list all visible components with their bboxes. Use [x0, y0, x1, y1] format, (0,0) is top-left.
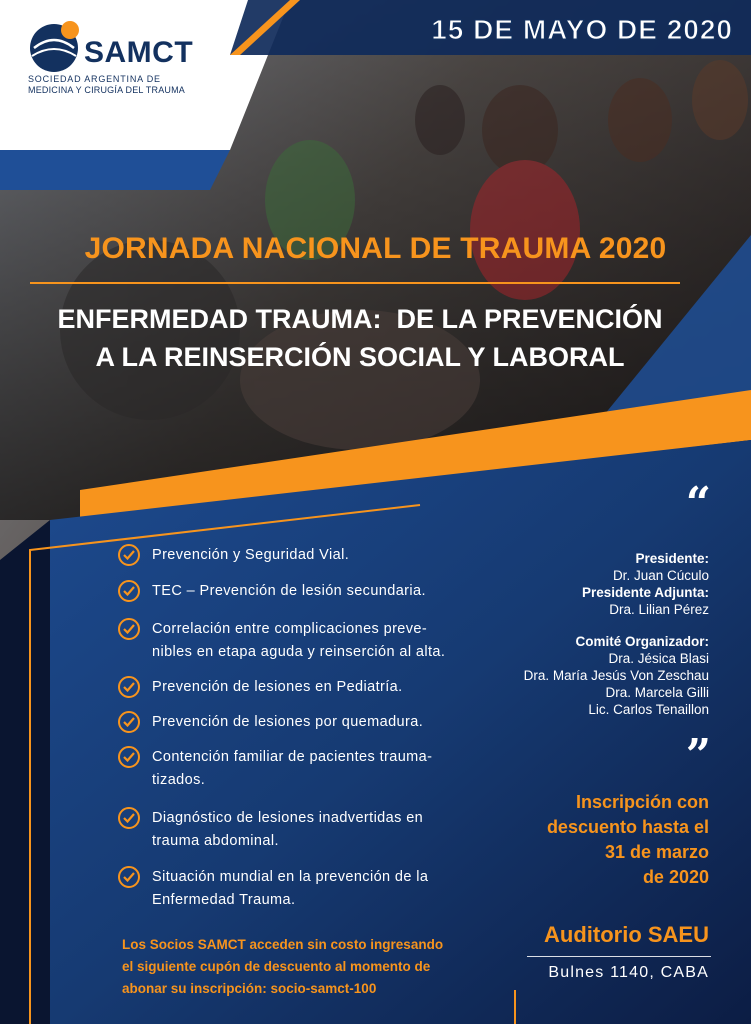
president-label: Presidente: [635, 551, 709, 566]
committee-member: Dra. Jésica Blasi [608, 651, 709, 666]
members-note-line-3: abonar su inscripción: socio-samct-100 [122, 981, 377, 996]
registration-line-2: descuento hasta el [546, 817, 709, 837]
check-icon [118, 676, 140, 698]
committee-member: Dra. María Jesús Von Zeschau [523, 668, 709, 683]
topic-line-1: TEC – Prevención de lesión secundaria. [152, 583, 426, 599]
committee-member: Dra. Marcela Gilli [605, 685, 709, 700]
check-icon [118, 618, 140, 640]
registration-line-1: Inscripción con [575, 792, 709, 812]
event-title: JORNADA NACIONAL DE TRAUMA 2020 [84, 232, 667, 265]
vice-president-label: Presidente Adjunta: [581, 585, 709, 600]
topic-line-1: Prevención de lesiones por quemadura. [152, 714, 424, 730]
organizers-block [449, 550, 709, 718]
registration-line-3: 31 de marzo [604, 842, 709, 862]
committee-member: Lic. Carlos Tenaillon [588, 702, 709, 717]
president-name: Dr. Juan Cúculo [612, 568, 709, 583]
topic-line-2: nibles en etapa aguda y reinserción al alta. [152, 644, 446, 660]
logo-name: SAMCT [84, 36, 194, 69]
check-icon [118, 580, 140, 602]
vice-president-name: Dra. Lilian Pérez [609, 602, 709, 617]
members-note-line-1: Los Socios SAMCT acceden sin costo ingresando [122, 937, 444, 952]
topic-line-1: Prevención y Seguridad Vial. [152, 547, 350, 563]
check-icon [118, 807, 140, 829]
close-quote: ” [685, 730, 711, 781]
registration-note [449, 790, 709, 890]
logo-globe-icon [28, 18, 84, 74]
check-icon [118, 711, 140, 733]
samct-logo [28, 18, 228, 98]
topic-line-2: trauma abdominal. [152, 833, 279, 849]
check-icon [118, 746, 140, 768]
committee-label: Comité Organizador: [575, 634, 709, 649]
members-note-line-2: el siguiente cupón de descuento al momento de [122, 959, 431, 974]
venue-divider [527, 956, 711, 957]
venue-name: Auditorio SAEU [544, 922, 709, 947]
members-note [122, 934, 512, 1000]
topic-line-1: Situación mundial en la prevención de la [152, 869, 429, 885]
topic-line-1: Prevención de lesiones en Pediatría. [152, 679, 403, 695]
topic-line-2: Enfermedad Trauma. [152, 892, 296, 908]
topic-line-1: Correlación entre complicaciones preve- [152, 621, 428, 637]
registration-line-4: de 2020 [642, 867, 709, 887]
venue-address: Bulnes 1140, CABA [548, 964, 709, 981]
logo-subtitle-1: SOCIEDAD ARGENTINA DE [28, 74, 161, 84]
logo-subtitle-2: MEDICINA Y CIRUGÍA DEL TRAUMA [28, 85, 186, 95]
open-quote: “ [685, 478, 711, 529]
event-date: 15 DE MAYO DE 2020 [431, 14, 733, 45]
check-icon [118, 544, 140, 566]
topic-line-1: Diagnóstico de lesiones inadvertidas en [152, 810, 424, 826]
topic-line-2: tizados. [152, 772, 206, 788]
topic-line-1: Contención familiar de pacientes trauma- [152, 749, 433, 765]
check-icon [118, 866, 140, 888]
event-subtitle-2: A LA REINSERCIÓN SOCIAL Y LABORAL [95, 342, 625, 372]
event-subtitle-1: ENFERMEDAD TRAUMA: DE LA PREVENCIÓN [57, 304, 663, 334]
